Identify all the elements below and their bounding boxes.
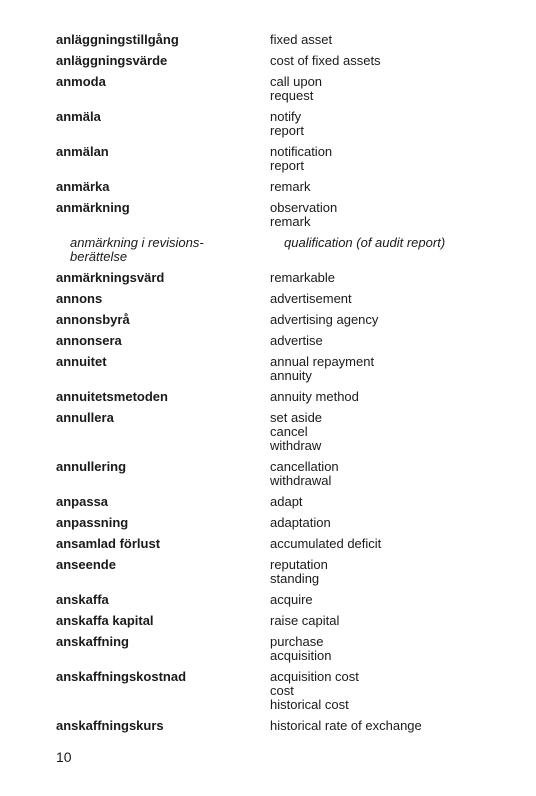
english-translation: adaptation (270, 515, 331, 530)
glossary-entry (56, 110, 516, 138)
english-translation: cancellation (270, 459, 339, 474)
page-number: 10 (56, 749, 72, 765)
glossary-entry (56, 292, 516, 306)
english-translation: observation (270, 200, 338, 215)
swedish-term: annuitet (56, 354, 107, 369)
english-translations (270, 719, 516, 733)
swedish-term: anskaffa (56, 592, 109, 607)
glossary-entry (56, 537, 516, 551)
glossary-entries (56, 33, 516, 740)
english-translations (270, 54, 516, 68)
english-translations (270, 537, 516, 551)
english-translation: annual repayment (270, 354, 375, 369)
glossary-entry (56, 558, 516, 586)
english-translation: historical rate of exchange (270, 718, 422, 733)
swedish-term: anpassning (56, 515, 129, 530)
swedish-term: anmäla (56, 109, 101, 124)
english-translations (270, 201, 516, 229)
swedish-term: anläggningsvärde (56, 53, 168, 68)
english-translations (270, 145, 516, 173)
english-translations (270, 271, 516, 285)
swedish-term: anskaffningskurs (56, 718, 164, 733)
english-translations (270, 495, 516, 509)
swedish-term: anpassa (56, 494, 109, 509)
english-translations (270, 614, 516, 628)
english-translations (270, 460, 516, 488)
swedish-term: anmärkning i revisions- berättelse (70, 235, 204, 264)
swedish-term: anmälan (56, 144, 109, 159)
english-translation: historical cost (270, 697, 349, 712)
english-translations (270, 670, 516, 712)
swedish-term: anmärka (56, 179, 110, 194)
swedish-term: ansamlad förlust (56, 536, 161, 551)
english-translations (270, 411, 516, 453)
swedish-term: anskaffa kapital (56, 613, 154, 628)
swedish-term: annonsbyrå (56, 312, 130, 327)
glossary-entry (56, 719, 516, 733)
english-translation: request (270, 88, 314, 103)
glossary-entry (56, 145, 516, 173)
english-translations (270, 593, 516, 607)
swedish-term: anskaffning (56, 634, 129, 649)
english-translation: accumulated deficit (270, 536, 382, 551)
english-translation: remarkable (270, 270, 336, 285)
glossary-entry (56, 495, 516, 509)
english-translation: acquisition (270, 648, 332, 663)
english-translation: annuity method (270, 389, 359, 404)
glossary-entry (56, 390, 516, 404)
glossary-entry (56, 334, 516, 348)
glossary-entry (56, 411, 516, 453)
english-translation: cancel (270, 424, 308, 439)
english-translation: cost (270, 683, 294, 698)
english-translations (270, 635, 516, 663)
english-translations (270, 516, 516, 530)
english-translations (270, 33, 516, 47)
english-translations (270, 355, 516, 383)
english-translation: advertisement (270, 291, 352, 306)
english-translation: reputation (270, 557, 328, 572)
glossary-entry (56, 635, 516, 663)
english-translation: withdraw (270, 438, 322, 453)
english-translation: notify (270, 109, 302, 124)
english-translations (270, 558, 516, 586)
glossary-entry (56, 54, 516, 68)
english-translation: purchase (270, 634, 324, 649)
glossary-entry (56, 614, 516, 628)
english-translation: withdrawal (270, 473, 332, 488)
english-translation: raise capital (270, 613, 340, 628)
english-translation: advertise (270, 333, 323, 348)
english-translation: report (270, 158, 304, 173)
english-translation: notification (270, 144, 333, 159)
glossary-entry (56, 355, 516, 383)
english-translation: report (270, 123, 304, 138)
swedish-term: annuitetsmetoden (56, 389, 168, 404)
swedish-term: annons (56, 291, 103, 306)
english-translation: annuity (270, 368, 312, 383)
swedish-term: annullering (56, 459, 127, 474)
english-translation: fixed asset (270, 32, 333, 47)
swedish-term: anmärkning (56, 200, 130, 215)
glossary-entry (56, 593, 516, 607)
english-translation: qualification (of audit report) (284, 235, 446, 250)
english-translations (284, 236, 516, 250)
swedish-term: anmoda (56, 74, 106, 89)
swedish-term: annonsera (56, 333, 122, 348)
glossary-entry (56, 33, 516, 47)
swedish-term: annullera (56, 410, 114, 425)
english-translation: adapt (270, 494, 303, 509)
glossary-entry (56, 670, 516, 712)
english-translations (270, 334, 516, 348)
english-translation: standing (270, 571, 320, 586)
english-translation: cost of fixed assets (270, 53, 381, 68)
english-translation: set aside (270, 410, 323, 425)
english-translation: advertising agency (270, 312, 379, 327)
english-translation: remark (270, 214, 311, 229)
english-translation: remark (270, 179, 311, 194)
english-translations (270, 75, 516, 103)
glossary-entry (56, 180, 516, 194)
glossary-entry (56, 460, 516, 488)
english-translations (270, 110, 516, 138)
english-translation: acquisition cost (270, 669, 359, 684)
glossary-entry (56, 201, 516, 229)
glossary-entry (56, 271, 516, 285)
english-translation: acquire (270, 592, 313, 607)
swedish-term: anmärkningsvärd (56, 270, 165, 285)
english-translations (270, 390, 516, 404)
english-translation: call upon (270, 74, 323, 89)
swedish-term: anseende (56, 557, 116, 572)
english-translations (270, 292, 516, 306)
swedish-term: anläggningstillgång (56, 32, 179, 47)
english-translations (270, 180, 516, 194)
english-translations (270, 313, 516, 327)
glossary-entry (56, 516, 516, 530)
glossary-entry (56, 313, 516, 327)
sub-entry (56, 236, 516, 264)
swedish-term: anskaffningskostnad (56, 669, 187, 684)
glossary-entry (56, 75, 516, 103)
